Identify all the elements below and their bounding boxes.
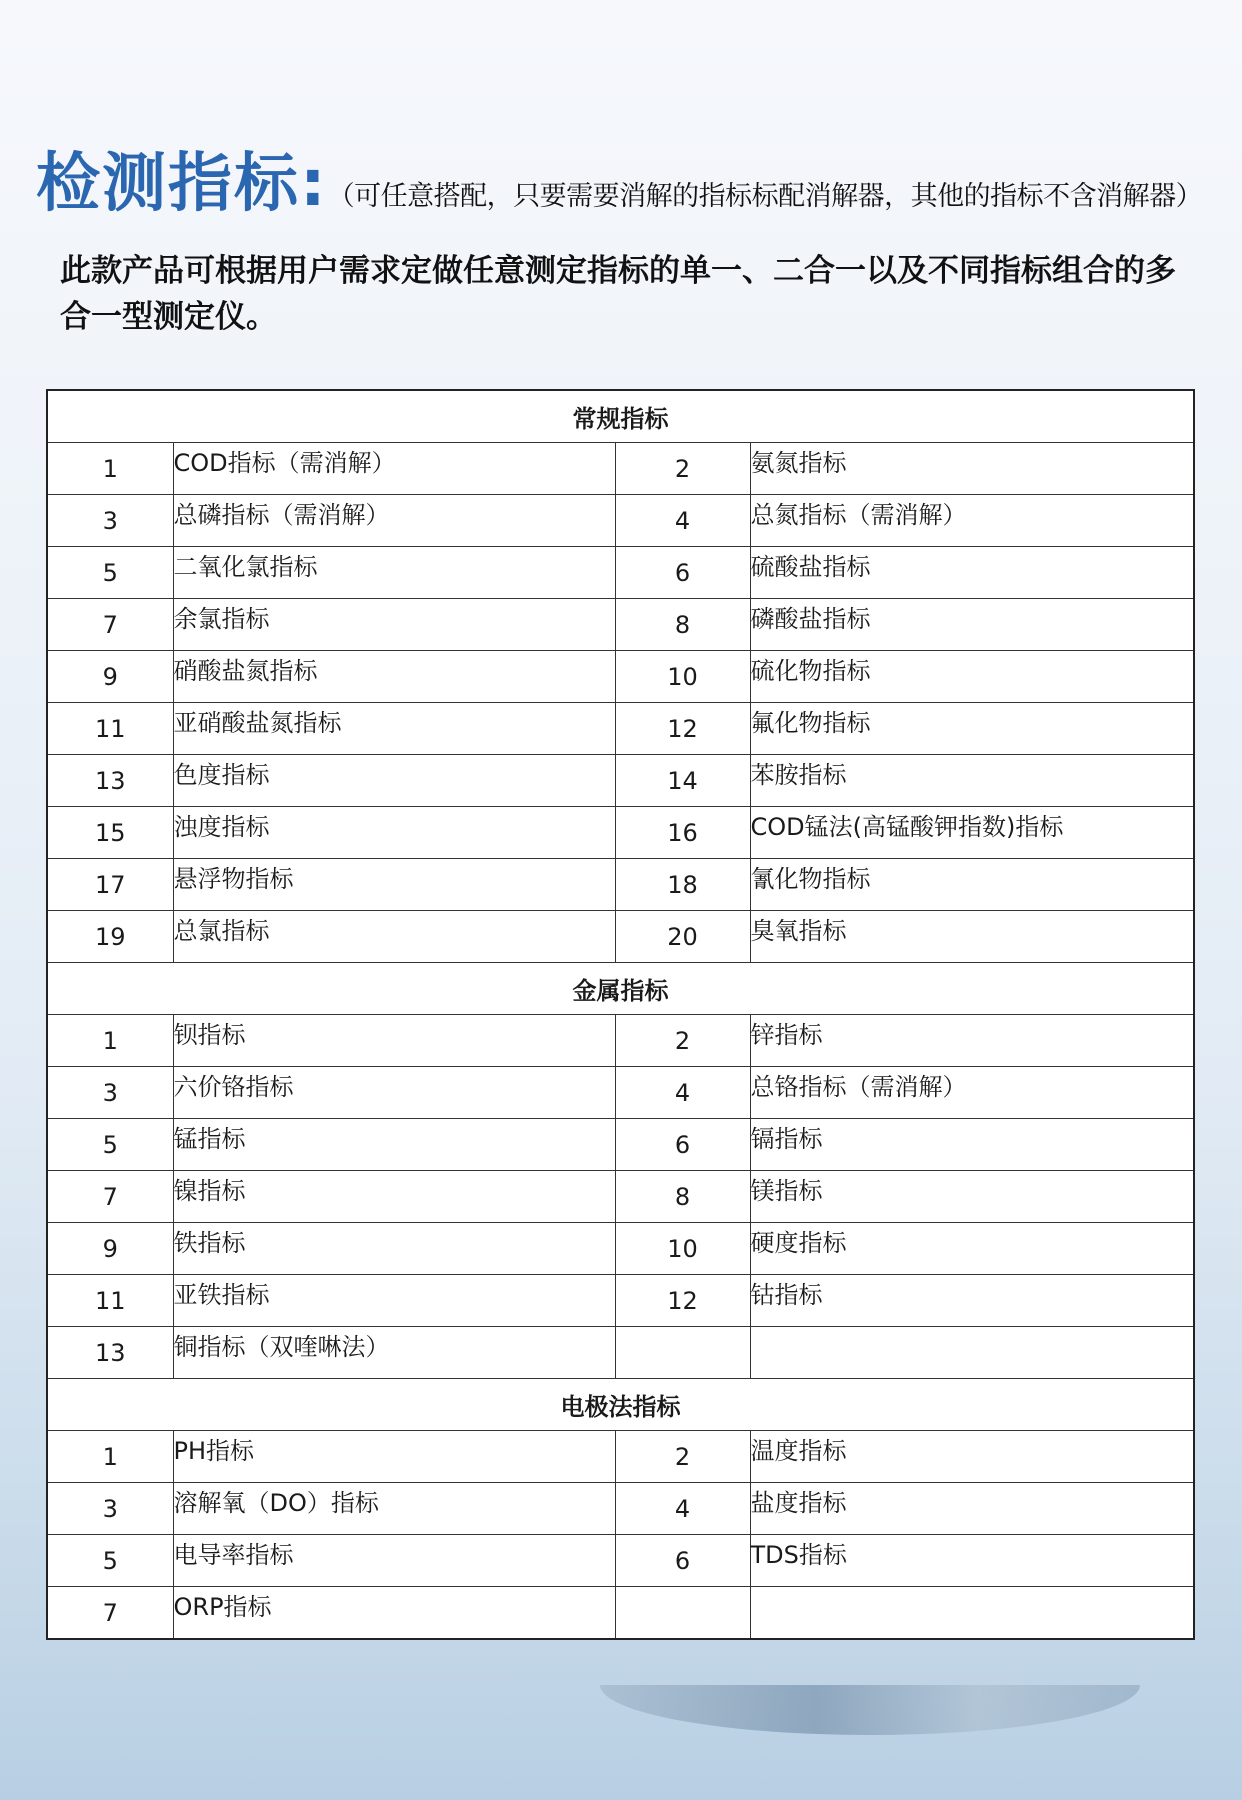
item-name: 总氯指标: [173, 911, 615, 963]
item-number: 5: [47, 1119, 173, 1171]
item-name: 镉指标: [750, 1119, 1194, 1171]
heading-note: （可任意搭配，只要需要消解的指标标配消解器，其他的指标不含消解器）: [327, 181, 1203, 212]
item-name: 浊度指标: [173, 807, 615, 859]
item-number: 6: [615, 1535, 750, 1587]
item-name: 硫化物指标: [750, 651, 1194, 703]
section-title: 电极法指标: [47, 1379, 1194, 1431]
item-name: 臭氧指标: [750, 911, 1194, 963]
item-name: 悬浮物指标: [173, 859, 615, 911]
item-number: 13: [47, 1327, 173, 1379]
item-number: 14: [615, 755, 750, 807]
item-number: 7: [47, 1171, 173, 1223]
table-row: [47, 807, 1194, 859]
item-number: 16: [615, 807, 750, 859]
item-number: 2: [615, 1431, 750, 1483]
item-name: 盐度指标: [750, 1483, 1194, 1535]
table-row: [47, 1431, 1194, 1483]
item-name: 电导率指标: [173, 1535, 615, 1587]
item-number: 1: [47, 1015, 173, 1067]
item-name: 硫酸盐指标: [750, 547, 1194, 599]
table-row: [47, 703, 1194, 755]
item-number: 18: [615, 859, 750, 911]
item-number: 4: [615, 1067, 750, 1119]
decorative-image: [600, 1685, 1140, 1735]
item-name: 硝酸盐氮指标: [173, 651, 615, 703]
item-number: 1: [47, 443, 173, 495]
table-row: [47, 443, 1194, 495]
table-row: [47, 755, 1194, 807]
item-number: 10: [615, 1223, 750, 1275]
indicator-table: [46, 389, 1195, 1640]
item-name: [750, 1327, 1194, 1379]
item-number: 1: [47, 1431, 173, 1483]
item-name: [750, 1587, 1194, 1640]
section-title: 常规指标: [47, 390, 1194, 443]
item-name: 氨氮指标: [750, 443, 1194, 495]
item-number: [615, 1327, 750, 1379]
item-number: 17: [47, 859, 173, 911]
table-row: [47, 547, 1194, 599]
item-number: 9: [47, 1223, 173, 1275]
item-number: 5: [47, 547, 173, 599]
item-number: 6: [615, 1119, 750, 1171]
item-number: 5: [47, 1535, 173, 1587]
page-heading: [36, 132, 1202, 224]
item-name: 钴指标: [750, 1275, 1194, 1327]
item-name: 二氧化氯指标: [173, 547, 615, 599]
heading-title: 检测指标:: [36, 147, 328, 221]
table-row: [47, 599, 1194, 651]
item-name: 磷酸盐指标: [750, 599, 1194, 651]
item-number: 7: [47, 1587, 173, 1640]
table-row: [47, 1067, 1194, 1119]
table-row: [47, 1483, 1194, 1535]
item-name: 六价铬指标: [173, 1067, 615, 1119]
item-name: 铜指标（双喹啉法）: [173, 1327, 615, 1379]
item-name: 色度指标: [173, 755, 615, 807]
item-name: 溶解氧（DO）指标: [173, 1483, 615, 1535]
item-number: 9: [47, 651, 173, 703]
item-number: 3: [47, 1067, 173, 1119]
item-name: 锰指标: [173, 1119, 615, 1171]
item-name: 亚硝酸盐氮指标: [173, 703, 615, 755]
item-number: 12: [615, 703, 750, 755]
section-header-row: [47, 1379, 1194, 1431]
item-number: 11: [47, 1275, 173, 1327]
item-name: 余氯指标: [173, 599, 615, 651]
section-header-row: [47, 390, 1194, 443]
item-name: 总磷指标（需消解）: [173, 495, 615, 547]
item-number: 15: [47, 807, 173, 859]
section-title: 金属指标: [47, 963, 1194, 1015]
item-name: 亚铁指标: [173, 1275, 615, 1327]
table-row: [47, 651, 1194, 703]
table-row: [47, 1327, 1194, 1379]
item-name: 总铬指标（需消解）: [750, 1067, 1194, 1119]
table-row: [47, 1119, 1194, 1171]
item-name: 温度指标: [750, 1431, 1194, 1483]
item-number: 3: [47, 495, 173, 547]
table-row: [47, 1535, 1194, 1587]
item-name: TDS指标: [750, 1535, 1194, 1587]
item-name: 氟化物指标: [750, 703, 1194, 755]
item-name: 镍指标: [173, 1171, 615, 1223]
item-number: 19: [47, 911, 173, 963]
table-row: [47, 859, 1194, 911]
item-name: 总氮指标（需消解）: [750, 495, 1194, 547]
table-row: [47, 1587, 1194, 1640]
item-name: 氰化物指标: [750, 859, 1194, 911]
item-number: 2: [615, 1015, 750, 1067]
item-name: PH指标: [173, 1431, 615, 1483]
table-row: [47, 1223, 1194, 1275]
item-name: COD锰法(高锰酸钾指数)指标: [750, 807, 1194, 859]
item-number: 10: [615, 651, 750, 703]
item-number: 11: [47, 703, 173, 755]
item-name: ORP指标: [173, 1587, 615, 1640]
item-name: 钡指标: [173, 1015, 615, 1067]
item-name: COD指标（需消解）: [173, 443, 615, 495]
item-name: 硬度指标: [750, 1223, 1194, 1275]
item-number: 13: [47, 755, 173, 807]
table-row: [47, 495, 1194, 547]
item-number: 6: [615, 547, 750, 599]
table-row: [47, 1015, 1194, 1067]
item-number: 4: [615, 495, 750, 547]
item-number: 8: [615, 1171, 750, 1223]
item-number: 3: [47, 1483, 173, 1535]
item-name: 锌指标: [750, 1015, 1194, 1067]
table-row: [47, 1171, 1194, 1223]
item-name: 苯胺指标: [750, 755, 1194, 807]
item-name: 镁指标: [750, 1171, 1194, 1223]
intro-text: 此款产品可根据用户需求定做任意测定指标的单一、二合一以及不同指标组合的多合一型测定仪。: [60, 253, 1176, 335]
item-number: [615, 1587, 750, 1640]
item-name: 铁指标: [173, 1223, 615, 1275]
item-number: 12: [615, 1275, 750, 1327]
item-number: 8: [615, 599, 750, 651]
item-number: 7: [47, 599, 173, 651]
section-header-row: [47, 963, 1194, 1015]
table-row: [47, 1275, 1194, 1327]
item-number: 2: [615, 443, 750, 495]
indicator-table-body: [47, 390, 1194, 1639]
item-number: 4: [615, 1483, 750, 1535]
item-number: 20: [615, 911, 750, 963]
table-row: [47, 911, 1194, 963]
